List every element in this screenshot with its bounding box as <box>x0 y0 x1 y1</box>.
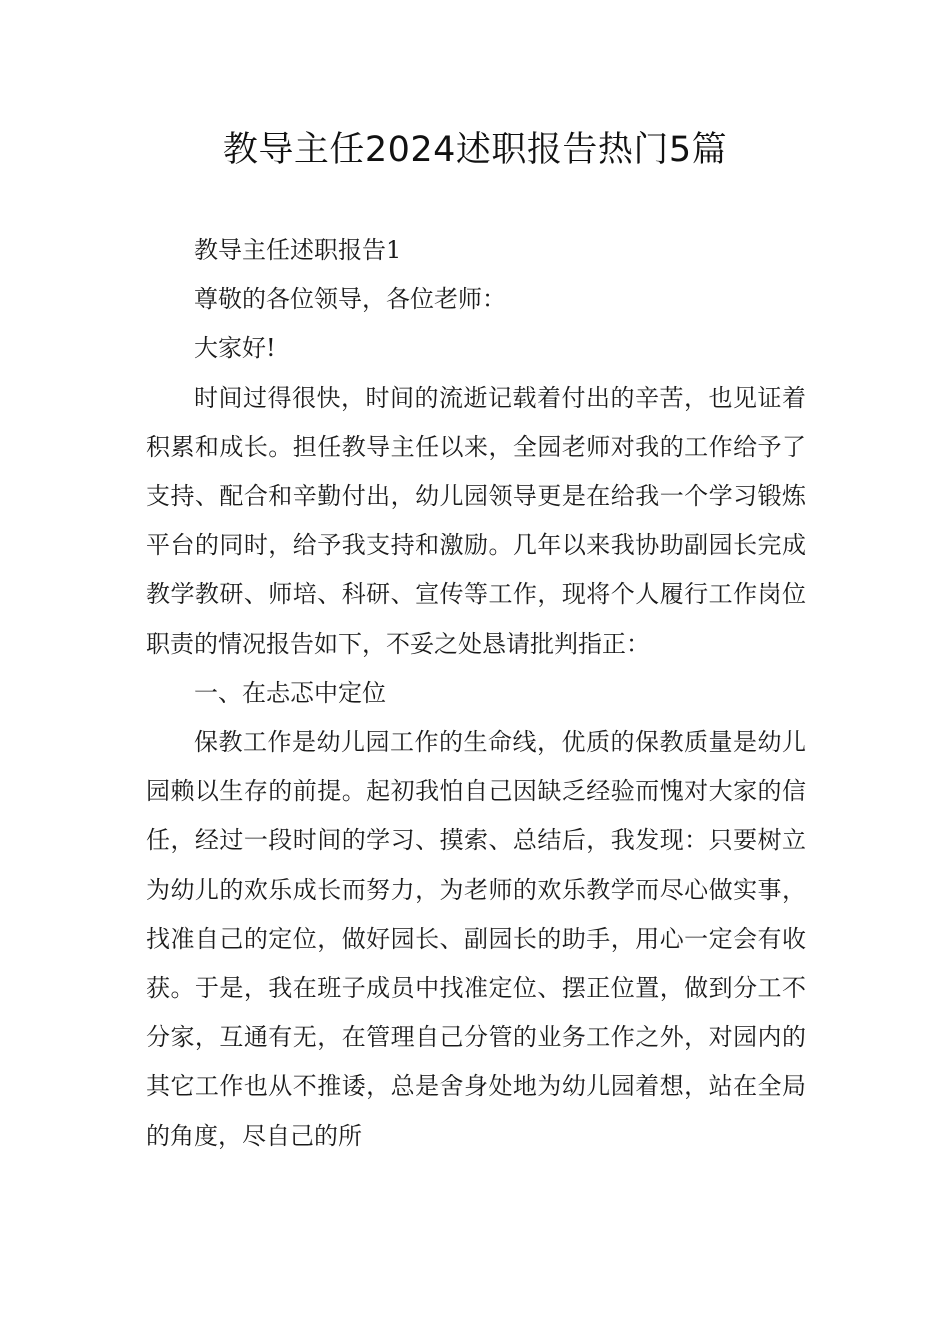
body-paragraph: 时间过得很快，时间的流逝记载着付出的辛苦，也见证着积累和成长。担任教导主任以来，全园老师对我的工作给予了支持、配合和辛勤付出，幼儿园领导更是在给我一个学习锻炼平台的同时，给予我支持和激励。几年以来我协助副园长完成教学教研、师培、科研、宣传等工作，现将个人履行工作岗位职责的情况报告如下，不妥之处恳请批判指正： <box>146 383 806 658</box>
body-paragraph: 保教工作是幼儿园工作的生命线，优质的保教质量是幼儿园赖以生存的前提。起初我怕自己因缺乏经验而愧对大家的信任，经过一段时间的学习、摸索、总结后，我发现：只要树立为幼儿的欢乐成长而努力，为老师的欢乐教学而尽心做实事，找准自己的定位，做好园长、副园长的助手，用心一定会有收获。于是，我在班子成员中找准定位、摆正位置，做到分工不分家，互通有无，在管理自己分管的业务工作之外，对园内的其它工作也从不推诿，总是舍身处地为幼儿园着想，站在全局的角度，尽自己的所 <box>146 728 806 1150</box>
salutation: 尊敬的各位领导，各位老师： <box>194 285 506 314</box>
document-body <box>146 226 806 1161</box>
document-title: 教导主任2024述职报告热门5篇 <box>222 130 728 170</box>
subsection-heading: 一、在忐忑中定位 <box>194 678 386 707</box>
section-heading: 教导主任述职报告1 <box>194 236 402 264</box>
greeting: 大家好! <box>194 334 276 363</box>
